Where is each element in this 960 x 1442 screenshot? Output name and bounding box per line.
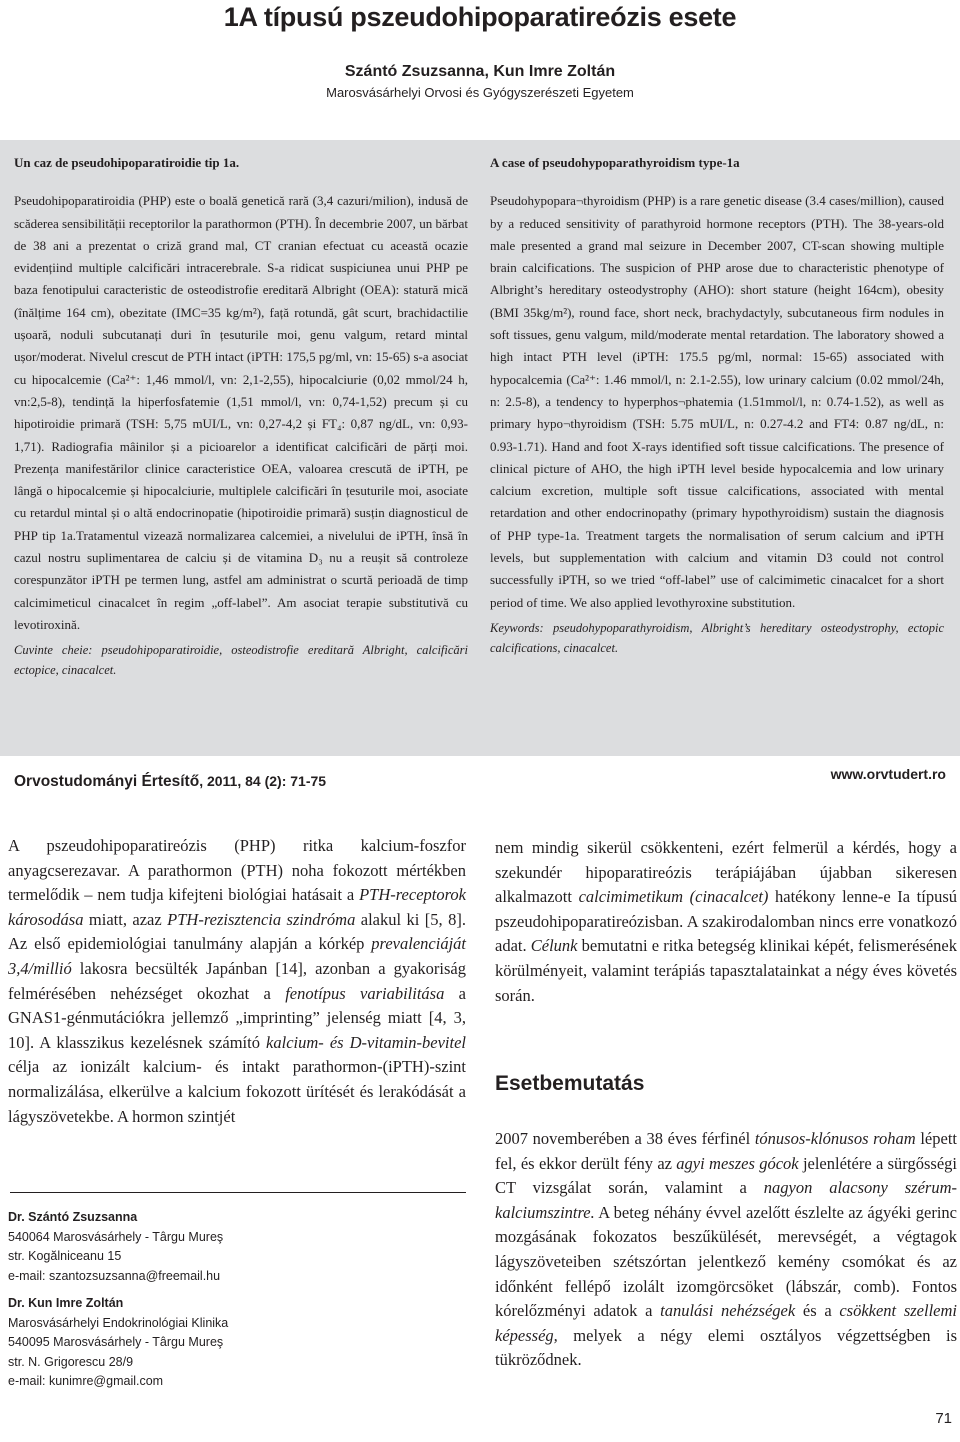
abstract-romanian-keywords: Cuvinte cheie: pseudohipoparatiroidie, osteodistrofie ereditară Albright, calcificări ectopice, cinacalcet. [14, 643, 468, 678]
journal-name: Orvostudományi Értesítő [14, 773, 200, 790]
contact-street: str. N. Grigorescu 28/9 [8, 1354, 134, 1369]
page-number: 71 [935, 1410, 952, 1427]
contact-institution: Marosvásárhelyi Endokrinológiai Klinika [8, 1315, 229, 1330]
abstract-romanian-heading: Un caz de pseudohipoparatiroidie tip 1a. [14, 155, 240, 170]
section-heading: Esetbemutatás [495, 1072, 645, 1095]
contact-email[interactable]: e-mail: kunimre@gmail.com [8, 1374, 164, 1388]
footnote-divider [10, 1192, 466, 1193]
article-affiliation: Marosvásárhelyi Orvosi és Gyógyszerészeti Egyetem [326, 85, 634, 100]
contact-email[interactable]: e-mail: szantozsuzsanna@freemail.hu [8, 1268, 221, 1283]
journal-issue: , 2011, 84 (2): 71-75 [199, 773, 327, 789]
abstract-english-body: Pseudohypopara¬thyroidism (PHP) is a rare genetic disease (3.4 cases/million), caused by a reduced sensitivity of parathyroid hormone receptors (PTH). The 38-years-old male presented a grand mal seizure in December 2007, CT-scan showing multiple brain calcifications. The suspicion of PHP arose due to characteristic phenotype of Albright’s hereditary osteodystrophy (AHO): short stature (height 164cm), obesity (BMI 35kg/m²), round face, short neck, brachydactyly, subcutaneous firm nodules in soft tissues, genu valgum, mild/moderate mental retardation. The laboratory showed a high intact PTH level (iPTH: 175.5 pg/ml, normal: 15-65) associated with hypocalcemia (Ca²⁺: 1.46 mmol/l, n: 2.1-2.55), low urinary calcium (0.02 mmol/24h, n: 2.5-8), a tendency to hyperphos¬phatemia (1.51mmol/l, n: 0.74-1.52), as well as primary hypo¬thyroidism (TSH: 5.75 mUI/L, n: 0.27-4.2 and FT4: 0.87 ng/dL, n: 0.93-1.71). Hand and foot X-rays identified soft tissue calcifications. The presence of clinical picture of AHO, the high iPTH level beside hypocalcemia and low urinary calcium excretion, multiple soft tissue calcifications, associated with mental retardation and other endocrinopathy (primary hypothyroidism) sustain the diagnosis of PHP type-1a. Treatment targets the normalisation of serum calcium and iPTH levels, but supplementation with calcium and vitamin D3 could not control successfully iPTH, so we tried “off-label” use of calcimimetic cinacalcet for a short period of time. We also applied levothyroxine substitution. [490, 193, 944, 610]
contact-2 [8, 1294, 228, 1392]
contact-1 [8, 1208, 228, 1286]
journal-website[interactable]: www.orvtudert.ro [830, 766, 946, 782]
article-title: 1A típusú pszeudohipoparatireózis esete [223, 2, 737, 32]
contact-address: 540095 Marosvásárhely - Târgu Mureş [8, 1335, 224, 1349]
body-column-right-intro [495, 836, 957, 1008]
intro-paragraph-continued: nem mindig sikerül csökkenteni, ezért felmerül a kérdés, hogy a szekundér hipoparatireózis terápiájában újabban sikeresen alkalmazott calcimimetikum (cinacalcet) hatékony lenne-e Ia típusú pszeudohipoparatireózisban. A szakirodalomban nincs erre vonatkozó adat. Célunk bemutatni e ritka betegség klinikai képét, felismerésének körülményeit, valamint terápiás tapasztalatainkat a négy éves követés során. [495, 838, 957, 1005]
body-column-left [8, 834, 466, 1129]
intro-paragraph: A pszeudohipoparatireózis (PHP) ritka kalcium-foszfor anyagcserezavar. A parathormon (PTH) noha fokozott mértékben termelődik – nem tudja kifejteni biológiai hatásait a PTH-receptorok károsodása miatt, azaz PTH-rezisztencia szindróma alakul ki [5, 8]. Az első epidemiológiai tanulmány alapján a kórkép prevalenciáját 3,4/millió lakosra becsülték Japánban [14], azonban a gyakoriság felmérésében nehézséget okozhat a fenotípus variabilitása a GNAS1-génmutációkra jellemző „imprinting” jelenség miatt [4, 3, 10]. A klasszikus kezelésnek számító kalcium- és D-vitamin-bevitel célja az ionizált kalcium- és intakt parathormon-(iPTH)-szint normalizálása, elkerülve a kalcium fokozott ürítését és lerakódását a lágyszövetekbe. A hormon szintjét [8, 836, 467, 1126]
contact-street: str. Kogălniceanu 15 [8, 1249, 122, 1263]
contact-address: 540064 Marosvásárhely - Târgu Mureş [8, 1229, 224, 1244]
abstract-english [490, 152, 944, 658]
case-paragraph: 2007 novemberében a 38 éves férfinél tónusos-klónusos roham lépett fel, és ekkor derült fény az agyi meszes gócok jelenlétére a sürgősségi CT vizsgálat során, valamint a nagyon alacsony szérum-kalciumszintre. A beteg néhány évvel azelőtt észlelte az ágyéki gerinc mozgásának fokozatos beszűkülését, merevségét, a végtagok lágyszöveteiben szétszórtan jelentkező kemény csomókat és az időnként fellépő izolált izomgörcsöket (lábszár, comb). Fontos kórelőzményi adatok a tanulási nehézségek és a csökkent szellemi képesség, melyek a négy elemi osztályos végzettségben is tükröződnek. [495, 1129, 958, 1370]
abstract-english-keywords: Keywords: pseudohypoparathyroidism, Albright’s hereditary osteodystrophy, ectopic calcifications, cinacalcet. [490, 620, 944, 655]
contact-name: Dr. Kun Imre Zoltán [8, 1296, 124, 1310]
article-authors: Szántó Zsuzsanna, Kun Imre Zoltán [344, 63, 616, 80]
abstract-romanian-body: Pseudohipoparatiroidia (PHP) este o boală genetică rară (3,4 cazuri/milion), indusă de scăderea sensibilității receptorilor la parathormon (PTH). În decembrie 2007, un bărbat de 38 ani a prezentat o criză grand mal, CT cranian efectuat cu această ocazie evidențiind multiple calcificări intracerebrale. S-a ridicat suspiciunea unui PHP pe baza fenotipului caracteristic de osteodistrofie ereditară Albright (OEA): statură mică (înălțime 164 cm), obezitate (IMC=35 kg/m²), față rotundă, gât scurt, brachidactilie ușoară, noduli subcutanați duri în țesuturile moi, genu valgum, retard mintal ușor/moderat. Nivelul crescut de PTH intact (iPTH: 175,5 pg/ml, vn: 15-65) s-a asociat cu hipocalcemie (Ca²⁺: 1,46 mmol/l, vn: 2,1-2,55), hipocalciurie (0,02 mmol/24 h, vn:2,5-8), tendință la hiperfosfatemie (1,51 mmol/l, vn: 0,74-1,52) precum și cu hipotiroidie primară (TSH: 5,75 mUI/L, vn: 0,27-4,2 și FT₄: 0,87 ng/dL, vn: 0,93-1,71). Radiografia mâinilor și a picioarelor a identificat calcificări de părți moi. Prezența manifestărilor clinice caracteristice OEA, valoarea crescută de iPTH, pe lângă o hipocalcemie și hipocalciurie, multiplele calcificări în țesuturile moi, asociate cu retardul mintal și o altă endocrinopatie (hipotiroidie primară) susțin diagnosticul de PHP tip 1a.Tratamentul vizează normalizarea calcemiei, a nivelului de iPTH, însă în cazul nostru suplimentarea de calciu și de vitamina D₃ nu a reușit să controleze corespunzător iPTH pe termen lung, astfel am administrat o scurtă perioadă de timp calcimimeticul cinacalcet în regim „off-label”. Am asociat terapie substitutivă cu levotiroxină. [14, 193, 468, 632]
contact-name: Dr. Szántó Zsuzsanna [8, 1210, 138, 1224]
journal-reference [14, 773, 326, 791]
abstract-romanian [14, 152, 468, 680]
correspondence-block [8, 1208, 228, 1400]
abstract-english-heading: A case of pseudohypoparathyroidism type-1a [490, 155, 740, 170]
body-column-right-case [495, 1127, 957, 1373]
abstract-box [0, 140, 960, 756]
